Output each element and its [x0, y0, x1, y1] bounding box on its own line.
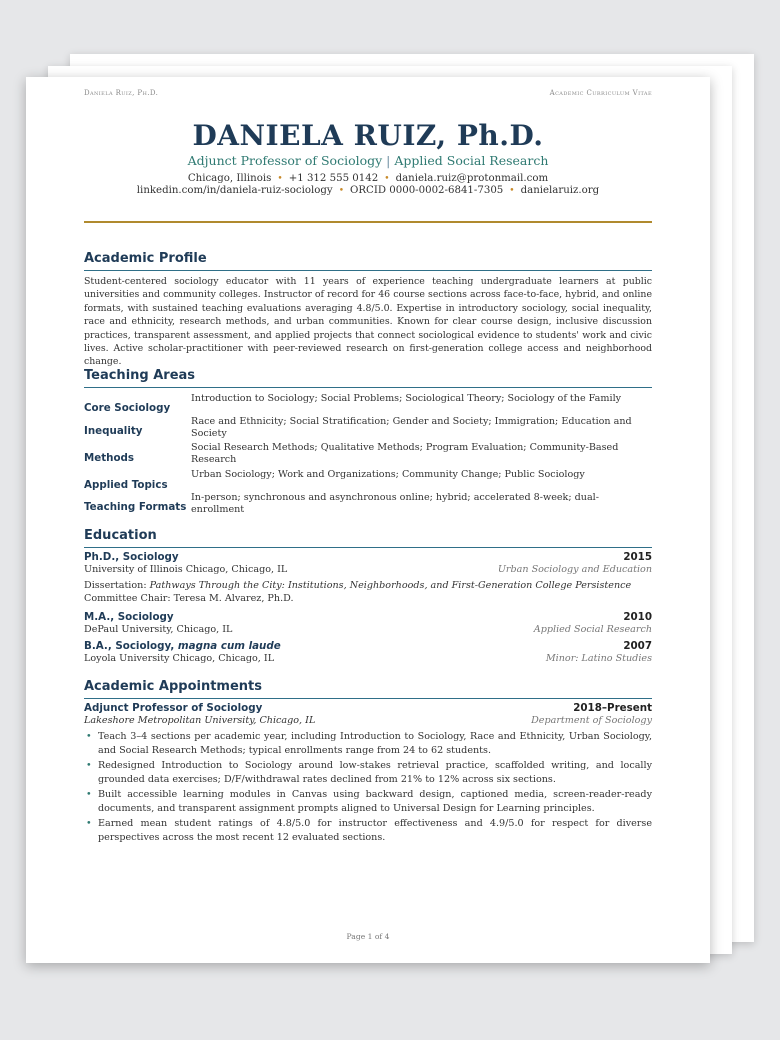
section-rule [84, 698, 652, 699]
bullet-dot-icon: • [86, 759, 92, 771]
degree-title-text: B.A., Sociology, [84, 640, 175, 652]
bullet-text: Teach 3–4 sections per academic year, including Introduction to Sociology, Race and Ethnicity, Urban Sociology, and Social Research Methods; typical enrollments range from 24 to 62 students. [98, 731, 652, 757]
contact-website[interactable]: danielaruiz.org [520, 185, 600, 196]
teaching-value: In-person; synchronous and asynchronous online; hybrid; accelerated 8-week; dual-enrollment [191, 492, 599, 516]
running-header-right: Academic Curriculum Vitae [549, 89, 652, 97]
degree-institution: Loyola University Chicago, Chicago, IL [84, 653, 275, 664]
subtitle-separator: | [386, 153, 391, 168]
contact-linkedin[interactable]: linkedin.com/in/daniela-ruiz-sociology [136, 185, 333, 196]
bullet-dot-icon: • [338, 186, 344, 196]
section-heading-profile: Academic Profile [84, 251, 207, 266]
contact-line-1 [84, 173, 652, 184]
subtitle-role: Adjunct Professor of Sociology [187, 153, 383, 168]
appointment-department: Department of Sociology [531, 715, 652, 726]
degree-field: Minor: Latino Studies [545, 653, 652, 664]
dissertation-label: Dissertation: [84, 580, 147, 591]
degree-institution: DePaul University, Chicago, IL [84, 624, 233, 635]
teaching-value: Race and Ethnicity; Social Stratification; Gender and Society; Immigration; Education and Society [191, 416, 632, 440]
degree-field: Applied Social Research [533, 624, 652, 635]
teaching-label: Core Sociology [84, 402, 171, 414]
degree-field: Urban Sociology and Education [497, 564, 652, 575]
running-header-left: Daniela Ruiz, Ph.D. [84, 89, 159, 97]
subtitle-specialty: Applied Social Research [394, 153, 549, 168]
teaching-label: Applied Topics [84, 479, 168, 491]
section-rule [84, 270, 652, 271]
bullet-dot-icon: • [86, 817, 92, 829]
degree-year: 2007 [623, 640, 652, 652]
cv-subtitle [84, 153, 652, 168]
teaching-value: Social Research Methods; Qualitative Methods; Program Evaluation; Community-Based Research [191, 442, 619, 466]
cv-page [26, 77, 710, 963]
bullet-text: Built accessible learning modules in Canvas using backward design, captioned media, screen-reader-ready documents, and transparent assignment prompts aligned to Universal Design for Learning principles. [98, 788, 652, 815]
bullet-dot-icon: • [277, 174, 283, 184]
list-item [84, 817, 652, 846]
teaching-label: Methods [84, 452, 135, 464]
list-item [84, 788, 652, 817]
committee-chair: Committee Chair: Teresa M. Alvarez, Ph.D. [84, 593, 294, 604]
header-divider [84, 221, 652, 223]
degree-year: 2010 [623, 611, 652, 623]
section-heading-teaching: Teaching Areas [84, 368, 196, 383]
bullet-dot-icon: • [86, 731, 92, 742]
teaching-value: Urban Sociology; Work and Organizations; Community Change; Public Sociology [191, 469, 585, 480]
dissertation-title: Pathways Through the City: Institutions, Neighborhoods, and First-Generation College Persistence [149, 580, 632, 591]
teaching-label: Teaching Formats [84, 501, 187, 513]
contact-location: Chicago, Illinois [187, 173, 272, 184]
contact-orcid[interactable]: ORCID 0000-0002-6841-7305 [350, 185, 504, 196]
degree-honors: magna cum laude [177, 640, 281, 652]
bullet-dot-icon: • [86, 788, 92, 800]
appointment-bullets [84, 730, 652, 846]
degree-title [84, 640, 281, 652]
appointment-institution: Lakeshore Metropolitan University, Chicago, IL [84, 715, 316, 726]
page-number: Page 1 of 4 [346, 932, 390, 941]
degree-title: Ph.D., Sociology [84, 551, 179, 563]
teaching-label: Inequality [84, 425, 143, 437]
list-item [84, 730, 652, 759]
bullet-text: Earned mean student ratings of 4.8/5.0 for instructor effectiveness and 4.9/5.0 for respect for diverse perspectives across the most recent 12 evaluated sections. [98, 817, 652, 844]
bullet-dot-icon: • [384, 174, 390, 184]
degree-title: M.A., Sociology [84, 611, 174, 623]
dissertation [84, 580, 631, 591]
degree-institution: University of Illinois Chicago, Chicago, IL [84, 564, 288, 575]
appointment-role: Adjunct Professor of Sociology [84, 702, 263, 714]
section-rule [84, 387, 652, 388]
appointment-dates: 2018–Present [573, 702, 652, 714]
profile-text: Student-centered sociology educator with 11 years of experience teaching undergraduate learners at public universities and community colleges. Instructor of record for 46 course sections across face-to-face, hybrid, and online formats, with sustained teaching evaluations averaging 4.8/5.0. Expertise in introductory sociology, social inequality, race and ethnicity, research methods, and urban communities. Known for clear course design, inclusive discussion practices, transparent assessment, and applied projects that connect sociological evidence to students' work and civic lives. Active scholar-practitioner with peer-reviewed research on first-generation college access and neighborhood change. [84, 276, 652, 368]
contact-email[interactable]: daniela.ruiz@protonmail.com [395, 173, 549, 184]
contact-line-2 [84, 185, 652, 196]
section-heading-education: Education [84, 528, 157, 543]
cv-name: DANIELA RUIZ, Ph.D. [192, 119, 544, 152]
contact-phone[interactable]: +1 312 555 0142 [288, 173, 379, 184]
section-rule [84, 547, 652, 548]
degree-year: 2015 [623, 551, 652, 563]
bullet-text: Redesigned Introduction to Sociology around low-stakes retrieval practice, scaffolded writing, and locally grounded data exercises; D/F/withdrawal rates declined from 21% to 12% across six sections. [98, 759, 652, 786]
section-heading-appointments: Academic Appointments [84, 679, 262, 694]
list-item [84, 759, 652, 788]
bullet-dot-icon: • [509, 186, 515, 196]
teaching-value: Introduction to Sociology; Social Problems; Sociological Theory; Sociology of the Family [191, 393, 622, 404]
